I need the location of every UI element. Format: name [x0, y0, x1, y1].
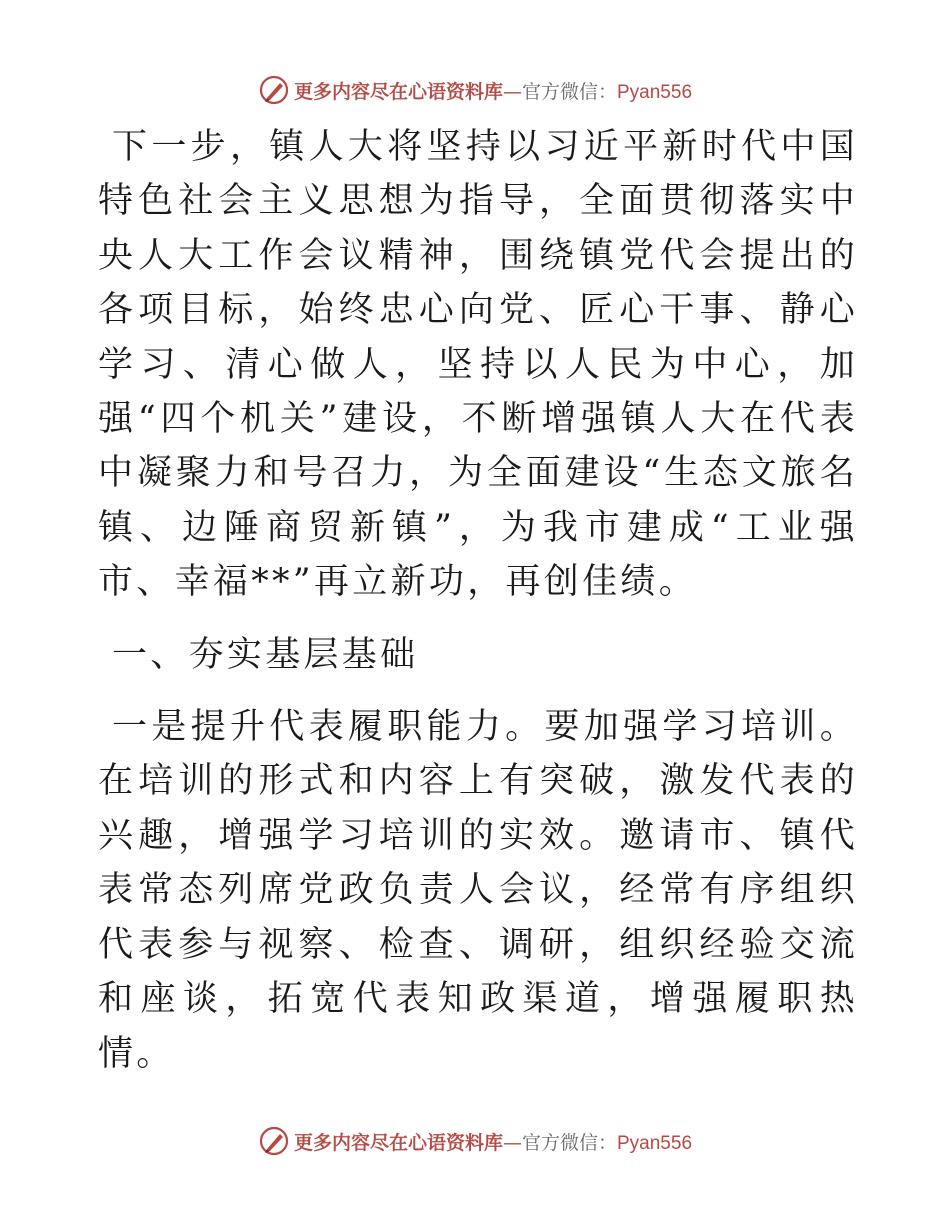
watermark-brand: 更多内容尽在心语资料库 — [293, 80, 503, 103]
section-paragraph: 一是提升代表履职能力。要加强学习培训。在培训的形式和内容上有突破，激发代表的兴趣，增强学习培训的实效。邀请市、镇代表常态列席党政负责人会议，经常有序组织代表参与视察、检查、调研，组织经验交流和座谈，拓宽代表知政渠道，增强履职热情。 — [98, 707, 858, 1074]
watermark-wechat-id: Pyan556 — [617, 1132, 693, 1154]
pen-logo-icon — [258, 1125, 290, 1157]
watermark-dash: — — [502, 1131, 522, 1154]
pen-logo-icon — [258, 74, 290, 106]
watermark-wechat-label: 官方微信： — [521, 80, 617, 103]
watermark-brand: 更多内容尽在心语资料库 — [293, 1131, 503, 1154]
intro-paragraph: 下一步，镇人大将坚持以习近平新时代中国特色社会主义思想为指导，全面贯彻落实中央人大工作会议精神，围绕镇党代会提出的各项目标，始终忠心向党、匠心干事、静心学习、清心做人，坚持以人民为中心，加强“四个机关”建设，不断增强镇人大在代表中凝聚力和号召力，为全面建设“生态文旅名镇、边陲商贸新镇”，为我市建成“工业强市、幸福**”再立新功，再创佳绩。 — [98, 127, 858, 603]
footer-watermark — [0, 1121, 950, 1161]
document-body — [98, 120, 858, 1081]
watermark-wechat-id: Pyan556 — [617, 81, 693, 103]
section-heading: 一、夯实基层基础 — [112, 634, 419, 675]
header-watermark — [0, 70, 950, 110]
watermark-wechat-label: 官方微信： — [521, 1131, 617, 1154]
watermark-dash: — — [502, 80, 522, 103]
